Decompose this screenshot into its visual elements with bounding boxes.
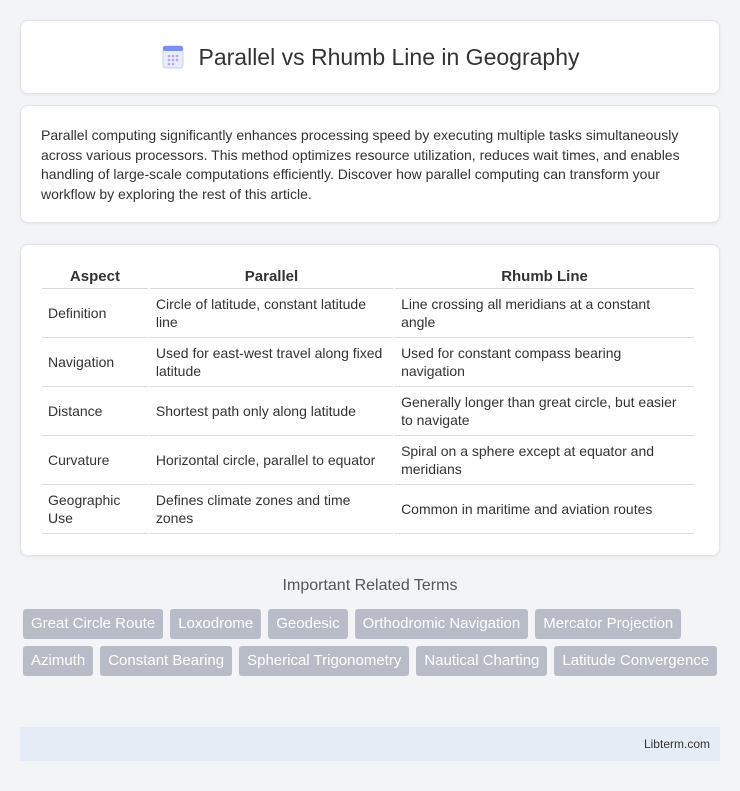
table-cell: Spiral on a sphere except at equator and meridians: [395, 436, 694, 485]
table-row: [42, 387, 694, 436]
table-cell: Curvature: [42, 436, 148, 485]
table-cell: Geographic Use: [42, 485, 148, 534]
table-row: [42, 436, 694, 485]
related-term-tag[interactable]: Latitude Convergence: [554, 646, 717, 676]
page-title: Parallel vs Rhumb Line in Geography: [198, 43, 580, 70]
table-header-row: [42, 265, 694, 289]
comparison-table: [40, 265, 696, 534]
column-header-aspect: Aspect: [42, 265, 148, 289]
related-term-tag[interactable]: Great Circle Route: [23, 609, 163, 639]
related-term-tag[interactable]: Loxodrome: [170, 609, 261, 639]
related-terms-list: [23, 609, 723, 676]
document-icon: [161, 44, 185, 70]
table-cell: Common in maritime and aviation routes: [395, 485, 694, 534]
intro-card: [20, 105, 720, 223]
table-cell: Generally longer than great circle, but easier to navigate: [395, 387, 694, 436]
table-cell: Circle of latitude, constant latitude line: [150, 289, 393, 338]
table-cell: Shortest path only along latitude: [150, 387, 393, 436]
footer-site-link[interactable]: Libterm.com: [643, 737, 710, 751]
related-term-tag[interactable]: Mercator Projection: [535, 609, 681, 639]
related-term-tag[interactable]: Azimuth: [23, 646, 93, 676]
intro-text: Parallel computing significantly enhances processing speed by executing multiple tasks simultaneously across various processors. This method optimizes resource utilization, reduces wait times, and enables handling of large-scale computations efficiently. Discover how parallel computing can transform your workflow by exploring the rest of this article.: [41, 127, 680, 202]
table-cell: Distance: [42, 387, 148, 436]
related-term-tag[interactable]: Orthodromic Navigation: [355, 609, 529, 639]
footer: [20, 727, 720, 761]
column-header-rhumb-line: Rhumb Line: [395, 265, 694, 289]
table-cell: Line crossing all meridians at a constant angle: [395, 289, 694, 338]
table-row: [42, 338, 694, 387]
table-cell: Used for constant compass bearing navigation: [395, 338, 694, 387]
table-cell: Defines climate zones and time zones: [150, 485, 393, 534]
comparison-table-card: [20, 244, 720, 556]
related-terms-title: Important Related Terms: [282, 577, 458, 594]
table-cell: Navigation: [42, 338, 148, 387]
header-card: [20, 20, 720, 94]
table-cell: Horizontal circle, parallel to equator: [150, 436, 393, 485]
table-row: [42, 485, 694, 534]
table-cell: Used for east-west travel along fixed latitude: [150, 338, 393, 387]
table-cell: Definition: [42, 289, 148, 338]
related-term-tag[interactable]: Geodesic: [268, 609, 347, 639]
column-header-parallel: Parallel: [150, 265, 393, 289]
related-term-tag[interactable]: Nautical Charting: [416, 646, 547, 676]
related-term-tag[interactable]: Constant Bearing: [100, 646, 232, 676]
table-row: [42, 289, 694, 338]
related-term-tag[interactable]: Spherical Trigonometry: [239, 646, 409, 676]
